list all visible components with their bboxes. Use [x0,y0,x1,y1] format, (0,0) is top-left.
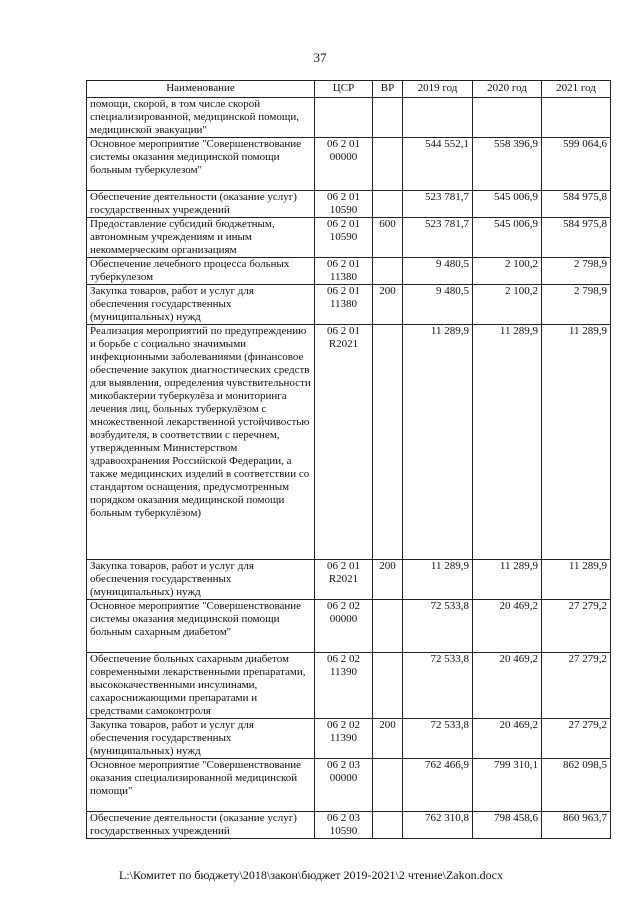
cell-2019: 9 480,5 [403,285,473,325]
cell-vr [373,258,403,285]
cell-vr: 200 [373,285,403,325]
cell-vr [373,600,403,653]
cell-name: Обеспечение больных сахарным диабетом современными лекарственными препаратами, высококачественными инсулинами, сахароснижающими препаратами и средствами самоконтроля [87,653,315,719]
cell-2020: 558 396,9 [473,138,542,191]
table-row [87,285,611,325]
cell-2019: 523 781,7 [403,218,473,258]
cell-2019: 72 533,8 [403,719,473,759]
table-row [87,600,611,653]
cell-2020: 799 310,1 [473,759,542,812]
cell-name: помощи, скорой, в том числе скорой специализированной, медицинской помощи, медицинской эвакуации" [87,98,315,138]
cell-2021: 2 798,9 [542,285,611,325]
cell-name: Основное мероприятие "Совершенствование оказания специализированной медицинской помощи" [87,759,315,812]
table-row [87,325,611,560]
page-number: 37 [313,50,327,65]
cell-name: Закупка товаров, работ и услуг для обеспечения государственных (муниципальных) нужд [87,560,315,600]
cell-name: Обеспечение лечебного процесса больных туберкулезом [87,258,315,285]
cell-vr [373,325,403,560]
footer-file-path: L:\Комитет по бюджету\2018\закон\бюджет 2019-2021\2 чтение\Zakon.docx [119,868,503,882]
cell-2021: 584 975,8 [542,191,611,218]
table-row [87,258,611,285]
cell-vr [373,653,403,719]
cell-2019: 544 552,1 [403,138,473,191]
cell-vr [373,98,403,138]
cell-csr: 06 2 01 R2021 [315,560,373,600]
cell-vr: 200 [373,560,403,600]
cell-csr: 06 2 01 10590 [315,218,373,258]
cell-name: Закупка товаров, работ и услуг для обеспечения государственных (муниципальных) нужд [87,285,315,325]
cell-2020 [473,98,542,138]
cell-2019: 9 480,5 [403,258,473,285]
table-row [87,719,611,759]
cell-2019: 11 289,9 [403,560,473,600]
header-name: Наименование [87,81,315,98]
table-row [87,653,611,719]
cell-csr [315,98,373,138]
cell-2020: 798 458,6 [473,812,542,839]
cell-csr: 06 2 02 00000 [315,600,373,653]
cell-name: Реализация мероприятий по предупреждению и борьбе с социально значимыми инфекционными заболеваниями (финансовое обеспечение закупок диагностических средств для выявления, определения чувствительности микобактерии туберкулёза и мониторинга лечения лиц, больных туберкулёзом с множественной лекарственной устойчивостью возбудителя, в соответствии с перечнем, утвержденным Министерством здравоохранения Российской Федерации, а также медицинских изделий в соответствии со стандартом оснащения, предусмотренным порядком оказания медицинской помощи больным туберкулёзом) [87,325,315,560]
cell-2021: 11 289,9 [542,560,611,600]
cell-2021 [542,98,611,138]
cell-vr [373,191,403,218]
cell-2020: 20 469,2 [473,653,542,719]
cell-csr: 06 2 01 11380 [315,285,373,325]
cell-2020: 545 006,9 [473,191,542,218]
table-row [87,560,611,600]
cell-2021: 2 798,9 [542,258,611,285]
header-2020: 2020 год [473,81,542,98]
cell-2021: 27 279,2 [542,719,611,759]
cell-csr: 06 2 01 00000 [315,138,373,191]
cell-2019: 72 533,8 [403,600,473,653]
cell-vr: 600 [373,218,403,258]
cell-name: Основное мероприятие "Совершенствование системы оказания медицинской помощи больным туберкулезом" [87,138,315,191]
cell-2020: 11 289,9 [473,325,542,560]
cell-name: Обеспечение деятельности (оказание услуг) государственных учреждений [87,191,315,218]
cell-2020: 20 469,2 [473,719,542,759]
header-2021: 2021 год [542,81,611,98]
table-row [87,218,611,258]
cell-csr: 06 2 01 R2021 [315,325,373,560]
header-vr: ВР [373,81,403,98]
cell-vr [373,759,403,812]
cell-2020: 2 100,2 [473,258,542,285]
cell-vr [373,138,403,191]
cell-csr: 06 2 01 10590 [315,191,373,218]
cell-name: Основное мероприятие "Совершенствование системы оказания медицинской помощи больным сахарным диабетом" [87,600,315,653]
cell-2021: 27 279,2 [542,653,611,719]
cell-csr: 06 2 02 11390 [315,719,373,759]
cell-2021: 860 963,7 [542,812,611,839]
cell-2019: 762 310,8 [403,812,473,839]
cell-2020: 2 100,2 [473,285,542,325]
cell-vr [373,812,403,839]
cell-2019: 11 289,9 [403,325,473,560]
table-row [87,812,611,839]
cell-csr: 06 2 03 10590 [315,812,373,839]
cell-name: Обеспечение деятельности (оказание услуг) государственных учреждений [87,812,315,839]
cell-csr: 06 2 01 11380 [315,258,373,285]
cell-name: Предоставление субсидий бюджетным, автономным учреждениям и иным некоммерческим организациям [87,218,315,258]
cell-2020: 545 006,9 [473,218,542,258]
cell-csr: 06 2 03 00000 [315,759,373,812]
table-header-row [87,81,611,98]
table-row [87,759,611,812]
cell-csr: 06 2 02 11390 [315,653,373,719]
cell-2021: 584 975,8 [542,218,611,258]
cell-2019: 523 781,7 [403,191,473,218]
cell-2020: 20 469,2 [473,600,542,653]
header-csr: ЦСР [315,81,373,98]
table-row [87,138,611,191]
cell-2019: 762 466,9 [403,759,473,812]
budget-table [86,80,611,839]
cell-2019: 72 533,8 [403,653,473,719]
cell-2020: 11 289,9 [473,560,542,600]
cell-2021: 862 098,5 [542,759,611,812]
cell-2019 [403,98,473,138]
table-row [87,98,611,138]
cell-vr: 200 [373,719,403,759]
cell-2021: 11 289,9 [542,325,611,560]
table-row [87,191,611,218]
cell-2021: 27 279,2 [542,600,611,653]
cell-2021: 599 064,6 [542,138,611,191]
header-2019: 2019 год [403,81,473,98]
cell-name: Закупка товаров, работ и услуг для обеспечения государственных (муниципальных) нужд [87,719,315,759]
